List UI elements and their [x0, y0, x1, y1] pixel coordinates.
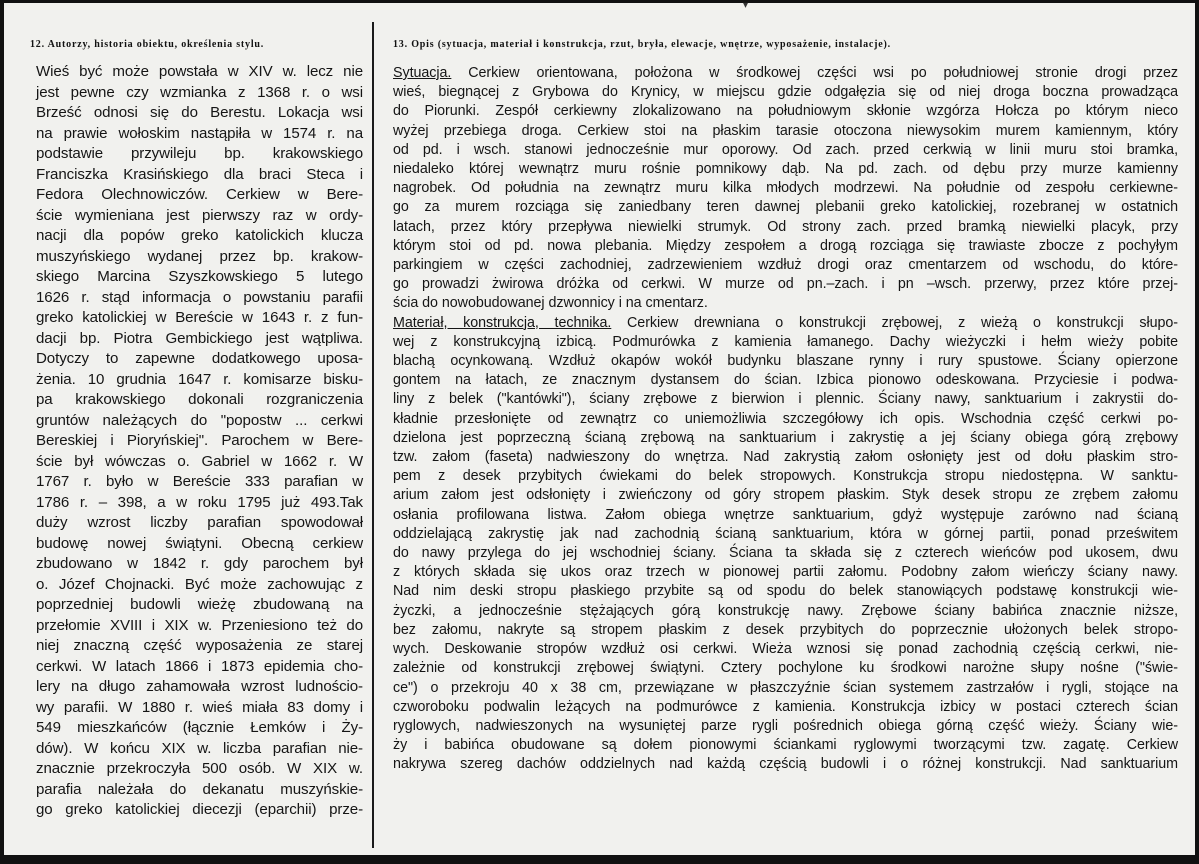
history-text-line: skiego Marcina Szyszkowskiego 5 lutego [36, 268, 363, 285]
description-text-span: którym stoi od pd. nowa plebania. Między zespołem a drogą rozciąga się trawiaste zbocze z pochyłym [393, 237, 1178, 254]
description-text-line [393, 563, 1178, 582]
history-text-line: ście wymieniana jest pierwszy raz w ordy- [36, 206, 363, 224]
history-text-line: muszyńskiego wydanej przez bp. krakow- [36, 247, 363, 265]
history-text-line: lery na długo zahamowała wzrost ludnościo- [36, 678, 363, 695]
description-text-span: ży i babińca obudowane są dołem pionowymi ściankami ryglowymi tworzącymi tzw. zagatę. Cerkiew [393, 737, 1178, 754]
description-text-span: oddzielającą zakrystię jak nad zachodnią ścianą sanktuarium, która w górnej partii, ponad prześwitem [393, 525, 1178, 542]
description-text-span: wieś, biegnącej z Grybowa do Krynicy, w miejscu gdzie odgałęzia się od niej droga boczna prowadząca [393, 84, 1178, 101]
section-12-heading: 12. Autorzy, historia obiektu, określenia stylu. [30, 39, 265, 50]
history-text-line: 1786 r. – 398, a w roku 1795 już 493.Tak [36, 493, 363, 511]
description-text-span: go za murem rozciąga się zaniedbany teren dawnej plebanii greko katolickiej, rozebranej w ostatnich [393, 199, 1178, 216]
history-text-line: o. Józef Chojnacki. Być może zachowując z [36, 575, 363, 593]
description-text-span: blachą ocynkowaną. Wzdłuż okapów wokół budynku blaszane rynny i rury spustowe. Ściany opierzone [393, 353, 1178, 370]
section-13-heading: 13. Opis (sytuacja, materiał i konstrukcja, rzut, bryła, elewacje, wnętrze, wyposażenie, instalacje). [393, 39, 891, 50]
description-text-span: ce") o przekroju 40 x 38 cm, przewiązane w płaszczyźnie ścian systemem zastrzałów i rygli, stojące na [393, 679, 1178, 696]
description-text-line [393, 679, 1178, 698]
history-text-line: parafia należała do dekanatu muszyńskie- [36, 780, 363, 798]
description-text-span: dzielona jest poprzeczną ścianą zrębową na sanktuarium i zakrystię a jej ściany obiega górą zrębowy [393, 429, 1178, 446]
description-text-span: arium załom jest odsłonięty i zwieńczony od góry stropem płaskim. Styk desek stropu ze zrębem załomu [393, 487, 1178, 504]
history-text-line: żenia. 10 grudnia 1647 r. komisarze bisku- [36, 370, 363, 388]
section-subheading: Materiał, konstrukcja, technika. [393, 314, 612, 331]
description-text-span: osłania profilowana listwa. Załom obiega wnętrze sanktuarium, gdyż występuje zarówno nad ścianą [393, 506, 1178, 523]
description-text-line [393, 621, 1178, 640]
description-text-line [393, 602, 1178, 621]
column-divider [372, 22, 374, 848]
description-text-line [393, 352, 1178, 371]
description-text-span: ryglowych, nadwieszonych na wysuniętej parze rygli pośrednich obiega górną część wieży. Ściany wie- [393, 717, 1178, 734]
description-text-line [393, 390, 1178, 409]
history-text-line: podstawie przywileju bp. krakowskiego [36, 145, 363, 162]
description-text-span: tzw. załom (faseta) nadwieszony do wnętrza. Nad zakrystią załom osłonięty jest od dołu płaskim stro- [393, 449, 1178, 466]
history-text-line: dów). W końcu XIX w. liczba parafian nie- [36, 739, 363, 757]
description-text-line [393, 410, 1178, 429]
history-text-line: budowę nowej świątyni. Obecną cerkiew [36, 534, 363, 552]
description-text-line [393, 525, 1178, 544]
description-text-line [393, 659, 1178, 678]
history-text-line: znacznie przekroczyła 500 osób. W XIX w. [36, 760, 363, 777]
history-text-line: jest pewne czy wzmianka z 1368 r. o wsi [36, 83, 363, 101]
history-text-line: 1626 r. stąd informacja o powstaniu parafii [36, 288, 363, 306]
description-text-line [393, 141, 1178, 160]
description-text-line [393, 755, 1178, 774]
description-text-span: Cerkiew orientowana, położona w środkowej części wsi po południowej stronie drogi przez [451, 65, 1178, 81]
history-text-line: gruntów należących do "popostw ... cerkwi [36, 411, 363, 429]
description-text-span: życzki, a jednocześnie stężających górą konstrukcję nawy. Zrębowe ściany babińca znacznie niższe, [393, 602, 1178, 619]
description-text-line [393, 102, 1178, 121]
description-text-line [393, 717, 1178, 736]
description-text-span: od pd. i wsch. stanowi jednocześnie mur oporowy. Od zach. przed cerkwią w linii muru stoi bramka, [393, 141, 1178, 158]
description-text-line [393, 294, 1178, 313]
description-text-span: do nawy przylega do jej wschodniej ściany. Ściana ta składa się z czterech wieńców pod ukosem, dwu [393, 545, 1178, 562]
description-text-span: kładnie przesłonięte od zewnątrz co uniemożliwia szczegółowy ich opis. Wschodnia część cerkwi po- [393, 410, 1178, 427]
description-text-line [393, 506, 1178, 525]
history-text-line: Bereskiej i Piorуńskiej". Parochem w Bere- [36, 432, 363, 449]
description-text-line [393, 122, 1178, 141]
description-text-line [393, 275, 1178, 294]
history-text-line: poprzedniej budowli wieżę zbudowaną na [36, 596, 363, 613]
left-scan-border [0, 0, 4, 864]
description-text-span: bez załomu, nakryte są stropem płaskim z desek przybitych do poprzecznie ułożonych belek stropo- [393, 621, 1178, 638]
description-text-span: z których składa się ukos oraz trzech w pionowej partii załomu. Podobny załom wieńczy ściany nawy. [393, 564, 1178, 581]
description-text-span: ścia do nowobudowanej dzwonnicy i na cmentarz. [393, 295, 708, 312]
history-text-line: dacji bp. Piotra Gembickiego jest wątpliwa. [36, 329, 363, 347]
description-text-span: niedaleko której wewnątrz muru rośnie pomnikowy dąb. Na pd. zach. od dębu przy murze kamienny [393, 161, 1178, 178]
description-text-span: zależnie od konstrukcji zrębowej świątyni. Cztery pochylone ku środkowi narożne słupy nośne ("świe- [393, 660, 1178, 677]
top-scan-border [0, 0, 1199, 3]
history-text-line: Fedora Olechnowiczów. Cerkiew w Bere- [36, 186, 363, 203]
history-text-line: niej znaczną część wyposażenia ze starej [36, 637, 363, 654]
description-text-span: do Piorunki. Zespół cerkiewny zlokalizowano na południowym skłonie wzgórza Hołcza po którym nieco [393, 103, 1178, 120]
description-text-span: Nad nim deski stropu płaskiego przybite są od spodu do belek stanowiących podstawę konstrukcji wie- [393, 583, 1178, 600]
description-text-line [393, 64, 1178, 83]
description-text-line [393, 83, 1178, 102]
section-subheading: Sytuacja. [393, 65, 452, 81]
history-text-column [36, 62, 363, 821]
history-text-line: ście był wówczas o. Gabriel w 1662 r. W [36, 452, 363, 470]
description-text-line [393, 314, 1178, 333]
history-text-line: pa krakowskiego dokonali rozgraniczenia [36, 391, 363, 408]
description-text-span: Cerkiew drewniana o konstrukcji zrębowej, z wieżą o konstrukcji słupo- [611, 314, 1178, 331]
description-text-span: czworoboku podwalin leżących na podmurówce z kamienia. Konstrukcja izbicy w postaci czterech ścian [393, 698, 1178, 715]
history-text-line: greko katolickiej w Bereście w 1643 r. z fun- [36, 309, 363, 326]
description-text-span: wej z konstrukcyjną izbicą. Podmurówka z kamienia łamanego. Dachy wieżyczki i hełm wieży pobite [393, 333, 1178, 350]
description-text-span: nakrywa szereg dachów oddzielnych nad każdą częścią budowli i o różnej konstrukcji. Nad sanktuarium [393, 756, 1178, 773]
description-text-span: pem z desek przybitych ćwiekami do belek stropowych. Konstrukcja stropu niedostępna. W sanktu- [393, 468, 1178, 485]
description-text-line [393, 448, 1178, 467]
description-text-line [393, 467, 1178, 486]
description-text-span: latach, przez który przepływa niewielki strumyk. Od strony zach. przed bramką niewielki placyk, przy [393, 218, 1178, 235]
description-text-span: gontem na łatach, ze znacznym dystansem do ścian. Izbica pionowo odeskowana. Przyciesie i podwa- [393, 372, 1178, 389]
description-text-span: wyżej przebiega droga. Cerkiew stoi na płaskim tarasie otoczona niewysokim murem kamiennym, który [393, 122, 1178, 139]
description-text-line [393, 486, 1178, 505]
description-text-span: parkingiem w części zachodniej, zadrzewieniem wzdłuż drogi oraz cmentarzem od wschodu, do które- [393, 257, 1178, 274]
description-text-span: wych. Deskowanie stropów wzdłuż osi cerkwi. Wieża wznosi się ponad zachodnią częścią cerkwi, nie- [393, 641, 1178, 658]
bottom-scan-border [0, 855, 1199, 864]
history-text-line: go greko katolickiej diecezji (eparchii) prze- [36, 801, 363, 818]
history-text-line: nacji dla popów greko katolickich klucza [36, 227, 363, 244]
description-text-line [393, 544, 1178, 563]
history-text-line: Dotyczy to zapewne dodatkowego uposa- [36, 350, 363, 367]
scan-mark: ▾ [743, 0, 749, 11]
description-text-line [393, 256, 1178, 275]
description-text-line [393, 218, 1178, 237]
history-text-line: na prawie wołoskim nastąpiła w 1574 r. na [36, 124, 363, 142]
history-text-line: cerkwi. W latach 1866 i 1873 epidemia cho- [36, 657, 363, 675]
description-text-line [393, 429, 1178, 448]
description-text-line [393, 198, 1178, 217]
history-text-line: 1767 r. było w Bereście 333 parafian w [36, 473, 363, 490]
history-text-line: zbudowano w 1842 r. gdy parochem był [36, 555, 363, 572]
description-text-line [393, 582, 1178, 601]
description-text-line [393, 237, 1178, 256]
history-text-line: Wieś być może powstała w XIV w. lecz nie [36, 63, 363, 80]
description-text-span: nagrobek. Od południa na zewnątrz muru kilka młodych modrzewi. Na południe od zespołu cerkiewne- [393, 180, 1178, 197]
description-text-line [393, 640, 1178, 659]
description-text-line [393, 371, 1178, 390]
description-text-span: go prowadzi żwirowa dróżka od cerkwi. W murze od pn.–zach. i pn –wsch. przerwy, przez które przej- [393, 276, 1178, 293]
description-text-line [393, 160, 1178, 179]
history-text-line: Brześć odnosi się do Berestu. Lokacja wsi [36, 104, 363, 121]
description-text-span: liny z belek ("kantówki"), ściany zrębowe z bierwion i plennic. Ściany nawy, sanktuarium i zakrystii do- [393, 391, 1178, 408]
description-text-line [393, 333, 1178, 352]
description-text-column [393, 64, 1178, 775]
right-scan-border [1195, 0, 1199, 864]
description-text-line [393, 698, 1178, 717]
history-text-line: wy parafii. W 1880 r. wieś miała 83 domy i [36, 698, 363, 716]
history-text-line: duży wzrost liczby parafian spowodował [36, 514, 363, 531]
description-text-line [393, 179, 1178, 198]
description-text-line [393, 736, 1178, 755]
history-text-line: przełomie XVIII i XIX w. Przeniesiono też do [36, 616, 363, 634]
history-text-line: Franciszka Krasińskiego dla braci Steca i [36, 165, 363, 183]
history-text-line: 549 mieszkańców (łącznie Łemków i Ży- [36, 719, 363, 736]
